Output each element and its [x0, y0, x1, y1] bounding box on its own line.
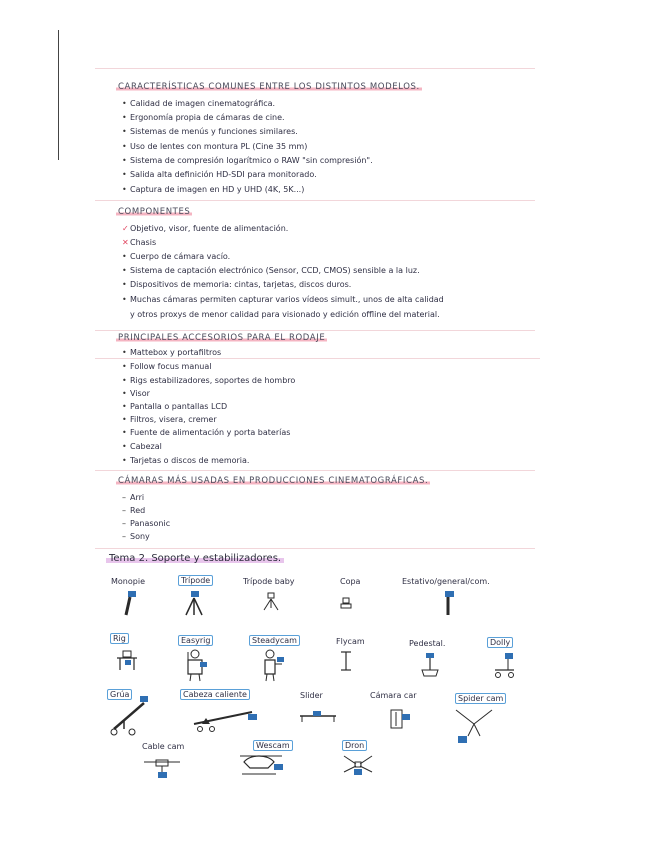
list-item: – Red [122, 506, 146, 515]
support-label-rig: Rig [110, 633, 129, 644]
spider-cam-icon [452, 706, 496, 748]
support-label-grua: Grúa [107, 689, 132, 700]
tema-title: Tema 2. Soporte y estabilizadores. [106, 553, 284, 564]
list-item: • Fuente de alimentación y porta baterías [122, 428, 291, 437]
ruled-line [95, 330, 535, 331]
list-item: • Dispositivos de memoria: cintas, tarjetas, discos duros. [122, 280, 352, 289]
list-item: • Calidad de imagen cinematográfica. [122, 99, 276, 108]
list-item: • Ergonomía propia de cámaras de cine. [122, 113, 285, 122]
wescam-icon [238, 752, 286, 778]
check-icon: ✓ [122, 224, 129, 233]
list-item: • Sistemas de menús y funciones similares. [122, 127, 298, 136]
estativo-icon [438, 590, 458, 616]
easyrig-icon [180, 648, 210, 682]
dron-icon [340, 752, 376, 780]
list-item: • Muchas cámaras permiten capturar varios vídeos simult., unos de alta calidad [122, 295, 444, 304]
ruled-line [95, 200, 535, 201]
list-item: • Rigs estabilizadores, soportes de hombro [122, 376, 296, 385]
heading-camaras: CÁMARAS MÁS USADAS EN PRODUCCIONES CINEMATOGRÁFICAS. [118, 476, 429, 486]
support-label-camara-car: Cámara car [370, 691, 417, 700]
list-item: • Visor [122, 389, 150, 398]
support-label-tripode-baby: Trípode baby [243, 577, 295, 586]
list-item: • Captura de imagen en HD y UHD (4K, 5K...) [122, 185, 305, 194]
list-item: • Sistema de captación electrónico (Sensor, CCD, CMOS) sensible a la luz. [122, 266, 420, 275]
cross-icon: ✕ [122, 238, 129, 247]
rig-icon [112, 648, 142, 672]
list-item: • Filtros, visera, cremer [122, 415, 217, 424]
support-label-easyrig: Easyrig [178, 635, 213, 646]
list-item: y otros proxys de menor calidad para visionado y edición offline del material. [130, 310, 440, 319]
heading-caracteristicas: CARACTERÍSTICAS COMUNES ENTRE LOS DISTINTOS MODELOS. [118, 82, 420, 92]
list-item: • Follow focus manual [122, 362, 212, 371]
list-item: • Mattebox y portafiltros [122, 348, 222, 357]
cabeza-caliente-icon [190, 704, 262, 734]
list-item: • Uso de lentes con montura PL (Cine 35 mm) [122, 142, 308, 151]
support-label-dolly: Dolly [487, 637, 513, 648]
ruled-line [95, 548, 535, 549]
ruled-line [95, 358, 540, 359]
support-label-monopie: Monopie [111, 577, 145, 586]
list-item: ✓Objetivo, visor, fuente de alimentación. [122, 224, 289, 233]
monopie-icon [118, 590, 142, 616]
list-item: • Pantalla o pantallas LCD [122, 402, 228, 411]
support-label-wescam: Wescam [253, 740, 293, 751]
list-item: – Arri [122, 493, 145, 502]
margin-line [58, 30, 59, 160]
cable-cam-icon [142, 756, 182, 782]
heading-componentes: COMPONENTES [118, 207, 191, 217]
support-label-pedestal: Pedestal. [409, 639, 446, 648]
pedestal-icon [418, 652, 442, 678]
grua-icon [106, 695, 154, 737]
list-item: • Cabezal [122, 442, 162, 451]
list-item: – Sony [122, 532, 150, 541]
camara-car-icon [388, 704, 416, 732]
list-item: • Salida alta definición HD-SDI para monitorado. [122, 170, 317, 179]
list-item: ✕Chasis [122, 238, 157, 247]
dolly-icon [490, 652, 518, 680]
copa-icon [338, 596, 354, 612]
support-label-steadycam: Steadycam [249, 635, 300, 646]
steadycam-icon [258, 648, 286, 682]
tripode-baby-icon [260, 592, 282, 614]
list-item: – Panasonic [122, 519, 171, 528]
support-label-slider: Slider [300, 691, 323, 700]
support-label-flycam: Flycam [336, 637, 365, 646]
support-label-cable-cam: Cable cam [142, 742, 185, 751]
flycam-icon [338, 650, 354, 672]
list-item: • Sistema de compresión logarítmico o RAW "sin compresión". [122, 156, 373, 165]
support-label-dron: Dron [342, 740, 367, 751]
support-label-estativo: Estativo/general/com. [402, 577, 490, 586]
list-item: • Cuerpo de cámara vacío. [122, 252, 231, 261]
support-label-cabeza-caliente: Cabeza caliente [180, 689, 250, 700]
heading-accesorios: PRINCIPALES ACCESORIOS PARA EL RODAJE [118, 333, 326, 343]
slider-icon [298, 708, 338, 724]
ruled-line [95, 470, 535, 471]
support-label-spider-cam: Spider cam [455, 693, 506, 704]
list-item: • Tarjetas o discos de memoria. [122, 456, 250, 465]
support-label-copa: Copa [340, 577, 361, 586]
tripode-icon [182, 590, 206, 616]
ruled-line [95, 68, 535, 69]
support-label-tripode: Trípode [178, 575, 213, 586]
